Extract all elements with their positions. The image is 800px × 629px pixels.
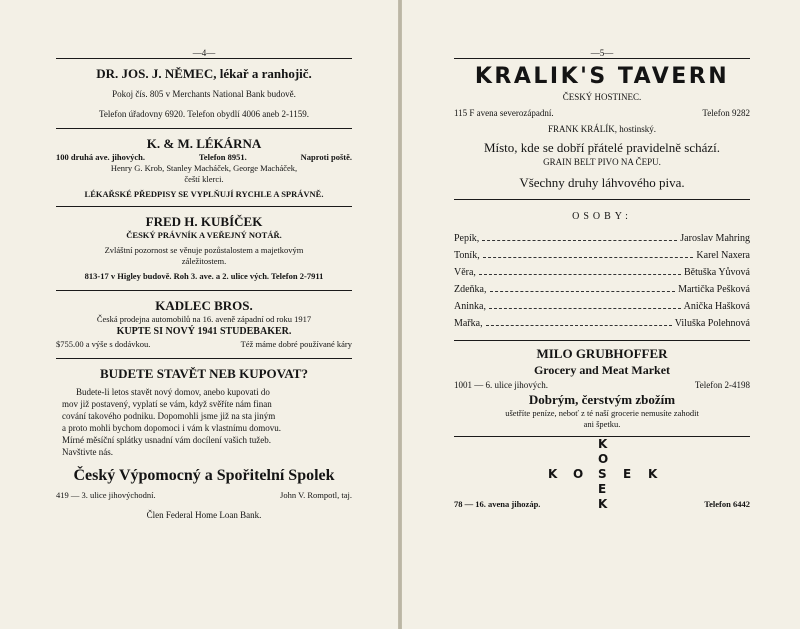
ad-line: Budete-li letos stavět nový domov, anebo kupovati do	[76, 387, 270, 397]
ad-row	[454, 107, 750, 119]
right-column	[454, 48, 750, 515]
cast-role: Mařka,	[454, 318, 483, 329]
ad-title: FRED H. KUBÍČEK	[145, 214, 263, 229]
cast-row	[454, 281, 750, 298]
kosek-cross-logo	[454, 437, 750, 515]
kosek-letter: E	[598, 482, 607, 496]
ad-line: ani špetku.	[583, 419, 621, 429]
ad-body	[56, 386, 352, 458]
kosek-letter: K	[648, 467, 658, 481]
left-page	[0, 0, 398, 629]
ad-row	[56, 339, 352, 350]
ad-kadlec	[56, 297, 352, 350]
ad-phone: Telefon 9282	[702, 108, 750, 118]
ad-phone: Telefon 6442	[704, 499, 750, 509]
ad-grubhoffer	[454, 345, 750, 430]
ad-line: Pokoj čís. 805 v Merchants National Bank budově.	[112, 89, 296, 99]
left-column	[56, 48, 352, 521]
cast-role: Toník,	[454, 250, 480, 261]
ad-phone: Telefon 2-4198	[694, 380, 750, 390]
ad-title: Český Výpomocný a Spořitelní Spolek	[73, 467, 335, 484]
ad-line: mov již postavený, vyplatí se vám, když svěříte nám finan	[62, 399, 272, 409]
ad-line: KUPTE SI NOVÝ 1941 STUDEBAKER.	[116, 326, 292, 337]
ad-address: 78 — 16. avena jihozáp.	[454, 499, 541, 509]
cast-actor: Martička Pešková	[678, 284, 750, 295]
right-page	[402, 0, 800, 629]
cast-list	[454, 210, 750, 332]
ad-title: KADLEC BROS.	[155, 298, 253, 313]
ad-secretary: John V. Rompotl, taj.	[280, 490, 352, 500]
leader-line	[489, 300, 681, 309]
ad-line: cování takového podniku. Dopomohli jsme již na sta jiným	[62, 411, 276, 421]
ad-slogan: Místo, kde se dobří přátelé pravidelně schází.	[483, 140, 721, 155]
ad-location: Naproti poště.	[300, 152, 352, 162]
ad-address: 419 — 3. ulice jihovýchodní.	[56, 490, 156, 500]
kosek-letter: E	[623, 467, 632, 481]
ad-nemec	[56, 65, 352, 120]
cast-role: Věra,	[454, 267, 476, 278]
kosek-letter: S	[598, 467, 607, 481]
kosek-letter: K	[598, 497, 608, 511]
cast-actor: Viluška Polehnová	[674, 318, 750, 329]
ad-subtitle: Grocery and Meat Market	[533, 363, 671, 377]
cast-actor: Bětuška Yůvová	[683, 267, 750, 278]
ad-kosek	[454, 437, 750, 515]
cast-row	[454, 230, 750, 247]
ad-row	[56, 152, 352, 163]
ad-phone: Telefon 8951.	[198, 152, 247, 162]
ad-line: Henry G. Krob, Stanley Macháček, George Macháček,	[110, 163, 298, 173]
leader-line	[490, 283, 676, 292]
kosek-letter: O	[573, 467, 584, 481]
ad-address: 115 F avena severozápadní.	[454, 108, 554, 118]
cast-row	[454, 247, 750, 264]
ad-owner: FRANK KRÁLÍK, hostinský.	[547, 124, 656, 134]
ad-subtitle: ČESKÝ PRÁVNÍK A VEŘEJNÝ NOTÁŘ.	[126, 230, 282, 240]
ad-line: Navštivte nás.	[62, 447, 113, 457]
cast-role: Zdeňka,	[454, 284, 487, 295]
ad-lekarna	[56, 135, 352, 200]
ad-title: DR. JOS. J. NĚMEC, lékař a ranhojič.	[96, 66, 312, 81]
cast-row	[454, 315, 750, 332]
ad-tavern	[454, 63, 750, 191]
ad-line: Česká prodejna automobilů na 16. aveně západní od roku 1917	[96, 314, 312, 324]
page-number-left: —4—	[192, 48, 216, 58]
ad-title: BUDETE STAVĚT NEB KUPOVAT?	[100, 366, 308, 381]
ad-kubicek	[56, 213, 352, 282]
leader-line	[482, 232, 677, 241]
ad-line: LÉKAŘSKÉ PŘEDPISY SE VYPLŇUJÍ RYCHLE A SPRÁVNĚ.	[84, 189, 324, 199]
cast-role: Aninka,	[454, 301, 486, 312]
ad-note: Též máme dobré používané káry	[240, 339, 352, 349]
ad-address: 1001 — 6. ulice jihových.	[454, 380, 548, 390]
ad-title: MILO GRUBHOFFER	[536, 346, 668, 361]
cast-role: Pepík,	[454, 233, 480, 244]
ad-line: a proto mohli bychom dopomoci i vám k vlastnímu domovu.	[62, 423, 281, 433]
ad-line: Všechny druhy láhvového piva.	[519, 175, 685, 190]
kosek-letter: K	[598, 437, 608, 451]
cast-heading: OSOBY:	[572, 211, 632, 222]
leader-line	[486, 317, 672, 326]
ad-title: K. & M. LÉKÁRNA	[146, 136, 262, 151]
cast-row	[454, 264, 750, 281]
ad-price: $755.00 a výše s dodávkou.	[56, 339, 151, 349]
cast-actor: Anička Hašková	[683, 301, 750, 312]
cast-actor: Karel Naxera	[696, 250, 750, 261]
ad-line: Telefon úřadovny 6920. Telefon obydlí 4006 aneb 2-1159.	[99, 109, 309, 119]
ad-row	[56, 490, 352, 501]
cast-actor: Jaroslav Mahring	[680, 233, 750, 244]
ad-row	[454, 379, 750, 391]
ad-address: 100 druhá ave. jihových.	[56, 152, 146, 162]
ad-line: Člen Federal Home Loan Bank.	[146, 510, 262, 520]
ad-line: čeští klerci.	[184, 174, 224, 184]
ad-line: záležitostem.	[181, 256, 227, 266]
page-number-right: —5—	[590, 48, 614, 58]
kosek-letter: O	[598, 452, 609, 466]
cast-row	[454, 298, 750, 315]
ad-line: Zvláštní pozornost se věnuje pozůstalostem a majetkovým	[104, 245, 304, 255]
ad-line: GRAIN BELT PIVO NA ČEPU.	[543, 157, 661, 167]
kosek-letter: K	[548, 467, 558, 481]
leader-line	[483, 249, 694, 258]
ad-subtitle: ČESKÝ HOSTINEC.	[562, 92, 642, 102]
ad-slogan: Dobrým, čerstvým zbožím	[528, 392, 676, 407]
ad-line: ušetříte peníze, neboť z té naší grocerie nemusíte zahodit	[505, 408, 699, 418]
leader-line	[479, 266, 681, 275]
ad-line: Mírné měsíční splátky usnadní vám docílení vašich tužeb.	[62, 435, 271, 445]
ad-sporitelni	[56, 365, 352, 521]
ad-row	[454, 499, 750, 510]
ad-line: 813-17 v Higley budově. Roh 3. ave. a 2. ulice vých. Telefon 2-7911	[84, 271, 324, 281]
ad-title: KRALIK'S TAVERN	[474, 64, 730, 89]
